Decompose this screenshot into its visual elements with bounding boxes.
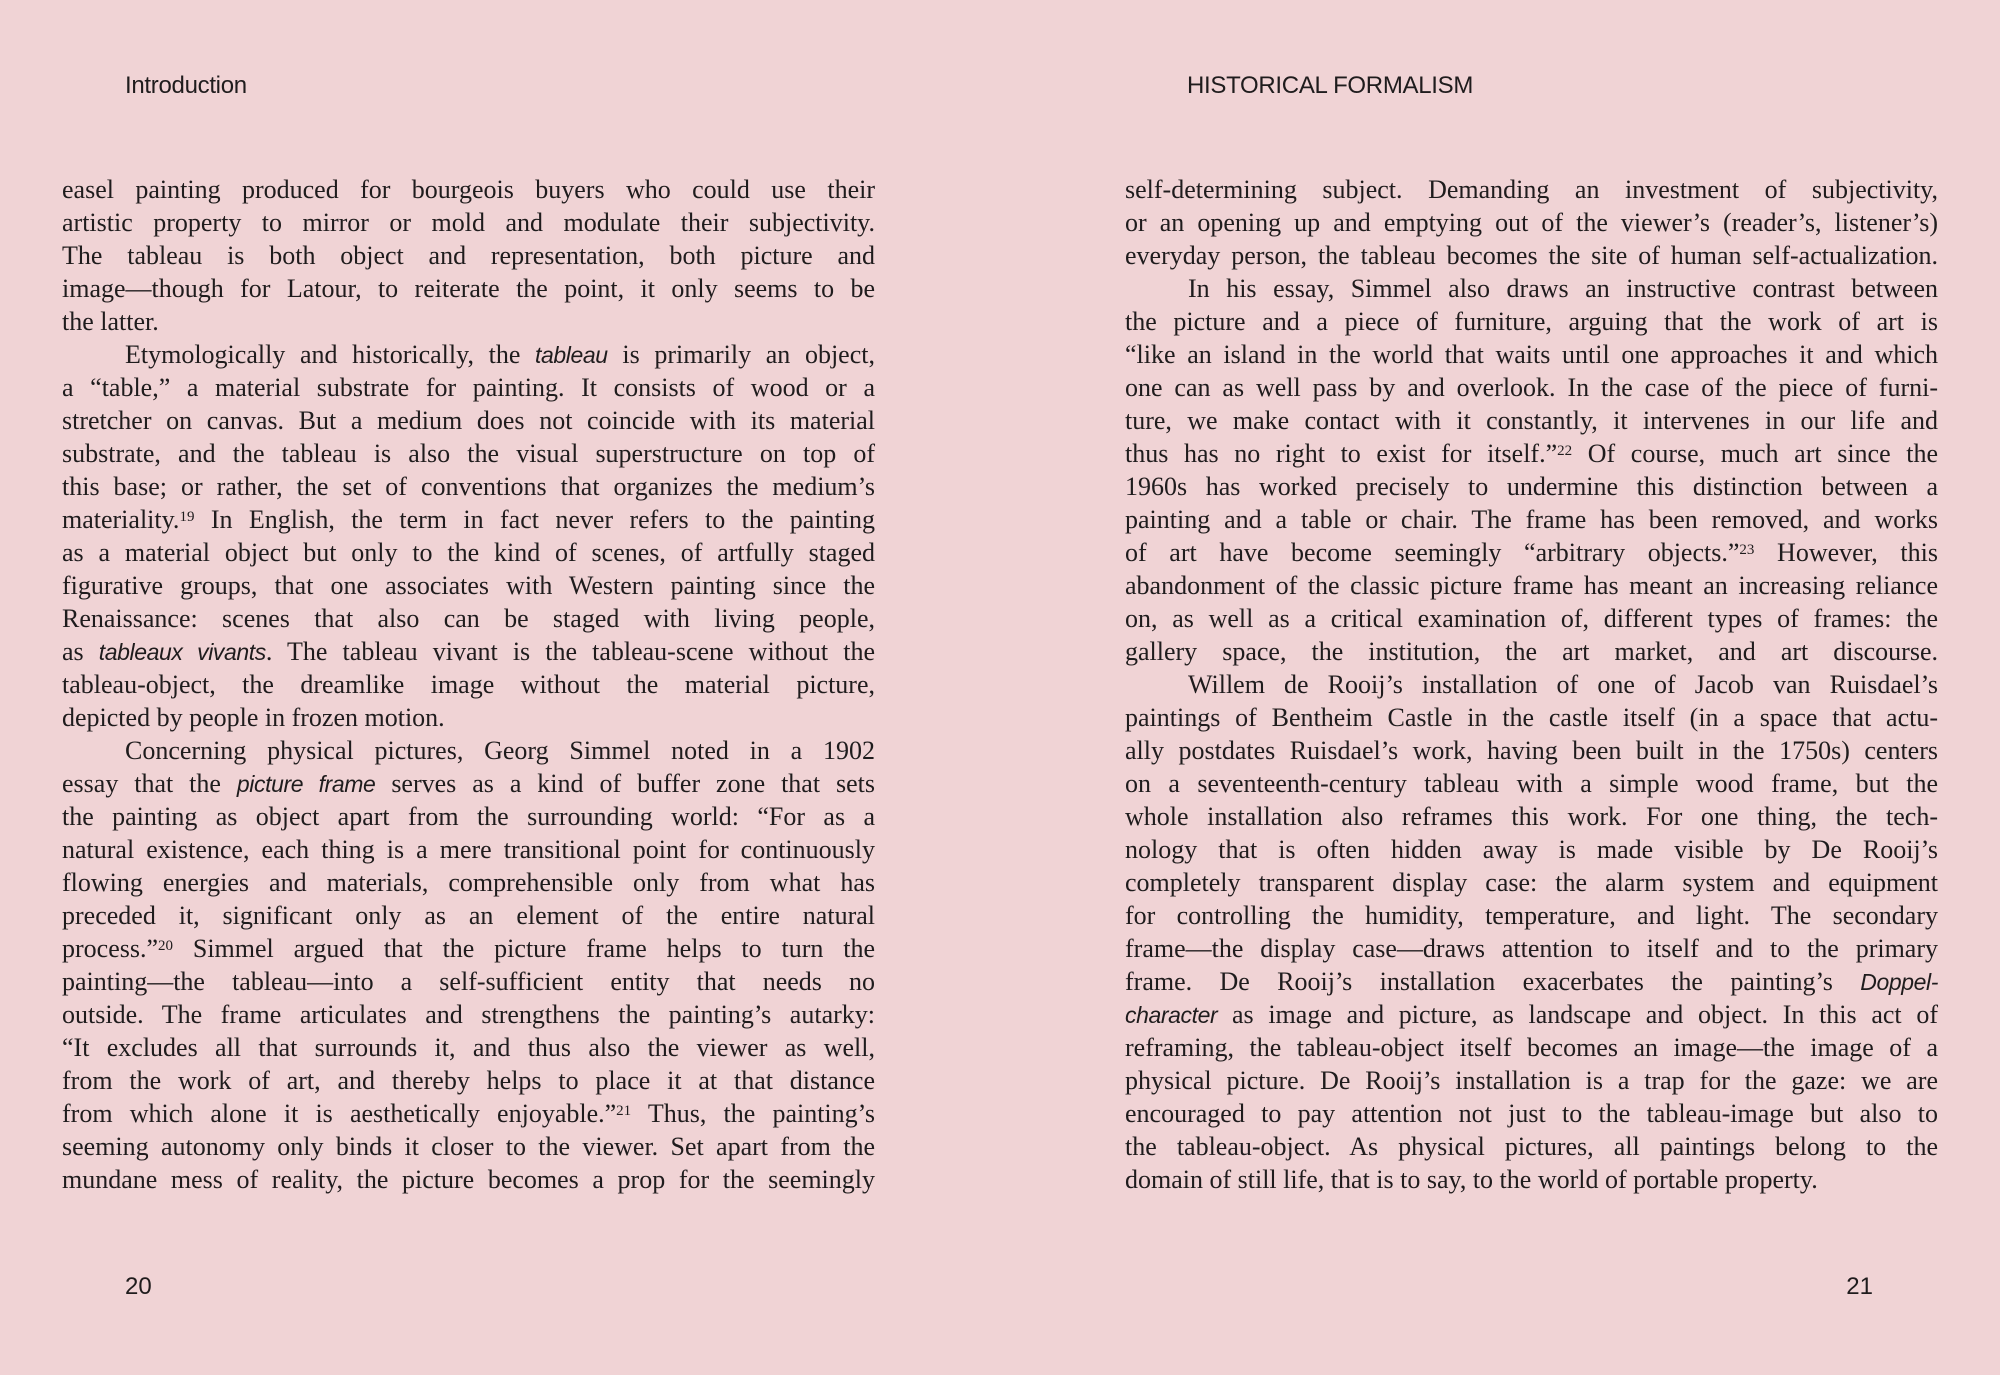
text-line (62, 305, 875, 338)
text-run: or an opening up and emptying out of the viewer’s (reader’s, listener’s) (1125, 208, 1938, 238)
text-line (1125, 1163, 1938, 1196)
text-run: Willem de Rooij’s installation of one of Jacob van Ruisdael’s (1188, 670, 1938, 700)
text-line (62, 899, 875, 932)
text-run: stretcher on canvas. But a medium does not coincide with its material (62, 406, 875, 436)
text-run: tableau-object, the dreamlike image without the material picture, (62, 670, 875, 700)
text-run: seeming autonomy only binds it closer to the viewer. Set apart from the (62, 1132, 875, 1162)
text-run: as image and picture, as landscape and object. In this act of (1217, 1000, 1938, 1030)
text-run: the tableau-object. As physical pictures, all paintings belong to the (1125, 1132, 1938, 1162)
text-run: the painting as object apart from the surrounding world: “For as a (62, 802, 875, 832)
text-line (1125, 338, 1938, 371)
text-run: “It excludes all that surrounds it, and thus also the viewer as well, (62, 1033, 875, 1063)
text-line (1125, 305, 1938, 338)
text-line (62, 767, 875, 800)
text-run: preceded it, significant only as an element of the entire natural (62, 901, 875, 931)
text-run: encouraged to pay attention not just to the tableau-image but also to (1125, 1099, 1938, 1129)
text-line (62, 701, 875, 734)
text-line (62, 635, 875, 668)
text-line (62, 1031, 875, 1064)
text-run: frame. De Rooij’s installation exacerbates the painting’s (1125, 967, 1861, 997)
text-run: the picture and a piece of furniture, arguing that the work of art is (1125, 307, 1938, 337)
text-line (62, 668, 875, 701)
text-run: flowing energies and materials, comprehensible only from what has (62, 868, 875, 898)
text-run: from which alone it is aesthetically enjoyable.” (62, 1099, 617, 1129)
text-run: The tableau is both object and representation, both picture and (62, 241, 875, 271)
text-run: thus has no right to exist for itself.” (1125, 439, 1558, 469)
text-line (1125, 1031, 1938, 1064)
text-line (1125, 668, 1938, 701)
text-run: completely transparent display case: the alarm system and equipment (1125, 868, 1938, 898)
footnote-ref: 19 (179, 509, 195, 526)
text-line (62, 239, 875, 272)
text-run: mundane mess of reality, the picture becomes a prop for the seemingly (62, 1165, 875, 1195)
text-line (1125, 470, 1938, 503)
text-run: 1960s has worked precisely to undermine this distinction between a (1125, 472, 1938, 502)
text-run: artistic property to mirror or mold and modulate their subjectivity. (62, 208, 875, 238)
text-line (62, 503, 875, 536)
text-run: gallery space, the institution, the art market, and art discourse. (1125, 637, 1938, 667)
text-line (62, 338, 875, 371)
text-run: a “table,” a material substrate for painting. It consists of wood or a (62, 373, 875, 403)
text-line (1125, 437, 1938, 470)
text-run: natural existence, each thing is a mere transitional point for continuously (62, 835, 875, 865)
text-run: reframing, the tableau-object itself becomes an image—the image of a (1125, 1033, 1938, 1063)
text-run: Renaissance: scenes that also can be staged with living people, (62, 604, 875, 634)
text-line (1125, 866, 1938, 899)
text-run: this base; or rather, the set of conventions that organizes the medium’s (62, 472, 875, 502)
text-run: process.” (62, 934, 159, 964)
text-line (62, 437, 875, 470)
text-line (1125, 734, 1938, 767)
text-line (62, 1064, 875, 1097)
text-run: essay that the (62, 769, 237, 799)
text-run: outside. The frame articulates and strengthens the painting’s autarky: (62, 1000, 875, 1030)
text-run: image—though for Latour, to reiterate the point, it only seems to be (62, 274, 875, 304)
text-run: whole installation also reframes this work. For one thing, the tech- (1125, 802, 1938, 832)
text-run: Concerning physical pictures, Georg Simmel noted in a 1902 (125, 736, 875, 766)
text-line (1125, 404, 1938, 437)
text-line (62, 1130, 875, 1163)
text-line (1125, 536, 1938, 569)
text-line (62, 173, 875, 206)
text-run: nology that is often hidden away is made visible by De Rooij’s (1125, 835, 1938, 865)
text-line (1125, 833, 1938, 866)
text-run: ally postdates Ruisdael’s work, having been built in the 1750s) centers (1125, 736, 1938, 766)
text-run: However, this (1754, 538, 1938, 568)
text-run: physical picture. De Rooij’s installation is a trap for the gaze: we are (1125, 1066, 1938, 1096)
text-run: painting—the tableau—into a self-sufficient entity that needs no (62, 967, 875, 997)
text-line (1125, 371, 1938, 404)
text-line (62, 272, 875, 305)
text-run: everyday person, the tableau becomes the site of human self-actualization. (1125, 241, 1938, 271)
text-line (1125, 173, 1938, 206)
text-line (62, 206, 875, 239)
italic-text: picture frame (236, 771, 376, 798)
text-line (62, 602, 875, 635)
text-run: Thus, the painting’s (631, 1099, 875, 1129)
text-line (1125, 965, 1938, 998)
text-line (62, 1163, 875, 1196)
text-line (62, 470, 875, 503)
text-line (1125, 239, 1938, 272)
text-run: serves as a kind of buffer zone that sets (375, 769, 876, 799)
text-line (1125, 569, 1938, 602)
italic-text: Doppel- (1860, 969, 1938, 996)
text-line (62, 866, 875, 899)
text-run: is primarily an object, (607, 340, 875, 370)
text-line (1125, 899, 1938, 932)
text-line (62, 932, 875, 965)
text-run: Simmel argued that the picture frame helps to turn the (173, 934, 875, 964)
running-head-left: Introduction (125, 72, 247, 99)
text-line (62, 734, 875, 767)
text-line (1125, 767, 1938, 800)
text-run: of art have become seemingly “arbitrary objects.” (1125, 538, 1740, 568)
text-line (62, 569, 875, 602)
text-run: figurative groups, that one associates with Western painting since the (62, 571, 875, 601)
text-run: depicted by people in frozen motion. (62, 703, 445, 733)
footnote-ref: 20 (158, 938, 174, 955)
page-number-right: 21 (1846, 1273, 1873, 1300)
text-run: Of course, much art since the (1572, 439, 1939, 469)
right-page-body (1125, 173, 1938, 1196)
text-line (1125, 701, 1938, 734)
text-line (1125, 206, 1938, 239)
text-run: domain of still life, that is to say, to the world of portable property. (1125, 1165, 1818, 1195)
text-run: In his essay, Simmel also draws an instructive contrast between (1188, 274, 1938, 304)
text-run: Etymologically and historically, the (125, 340, 536, 370)
text-line (1125, 272, 1938, 305)
text-run: for controlling the humidity, temperature, and light. The secondary (1125, 901, 1938, 931)
text-run: easel painting produced for bourgeois buyers who could use their (62, 175, 875, 204)
text-run: “like an island in the world that waits until one approaches it and which (1125, 340, 1938, 370)
text-line (62, 1097, 875, 1130)
italic-text: tableau (535, 342, 608, 369)
text-line (62, 800, 875, 833)
text-line (1125, 800, 1938, 833)
footnote-ref: 21 (616, 1103, 632, 1120)
text-line (62, 536, 875, 569)
text-line (62, 404, 875, 437)
text-line (1125, 1097, 1938, 1130)
text-line (62, 371, 875, 404)
text-run: from the work of art, and thereby helps to place it at that distance (62, 1066, 875, 1096)
text-run: substrate, and the tableau is also the visual superstructure on top of (62, 439, 875, 469)
italic-text: character (1125, 1002, 1218, 1029)
text-line (62, 998, 875, 1031)
text-run: . The tableau vivant is the tableau-scene without the (265, 637, 875, 667)
italic-text: tableaux vivants (98, 639, 266, 666)
text-line (1125, 503, 1938, 536)
text-run: the latter. (62, 307, 159, 337)
text-run: self-determining subject. Demanding an investment of subjectivity, (1125, 175, 1938, 204)
text-line (1125, 998, 1938, 1031)
text-run: abandonment of the classic picture frame has meant an increasing reliance (1125, 571, 1938, 601)
text-run: ture, we make contact with it constantly, it intervenes in our life and (1125, 406, 1938, 436)
page-number-left: 20 (125, 1273, 152, 1300)
text-run: painting and a table or chair. The frame has been removed, and works (1125, 505, 1938, 535)
text-run: frame—the display case—draws attention to itself and to the primary (1125, 934, 1938, 964)
text-run: as (62, 637, 99, 667)
text-line (62, 833, 875, 866)
text-run: paintings of Bentheim Castle in the castle itself (in a space that actu- (1125, 703, 1938, 733)
text-run: on a seventeenth-century tableau with a simple wood frame, but the (1125, 769, 1938, 799)
text-line (1125, 1130, 1938, 1163)
left-page-body (62, 173, 875, 1196)
footnote-ref: 23 (1739, 542, 1755, 559)
running-head-right: HISTORICAL FORMALISM (1187, 72, 1474, 99)
text-line (1125, 635, 1938, 668)
text-run: on, as well as a critical examination of, different types of frames: the (1125, 604, 1938, 634)
text-line (1125, 932, 1938, 965)
text-run: one can as well pass by and overlook. In the case of the piece of furni- (1125, 373, 1938, 403)
footnote-ref: 22 (1557, 443, 1573, 460)
text-run: In English, the term in fact never refers to the painting (194, 505, 875, 535)
text-run: as a material object but only to the kind of scenes, of artfully staged (62, 538, 875, 568)
text-line (62, 965, 875, 998)
text-line (1125, 1064, 1938, 1097)
text-run: materiality. (62, 505, 180, 535)
text-line (1125, 602, 1938, 635)
